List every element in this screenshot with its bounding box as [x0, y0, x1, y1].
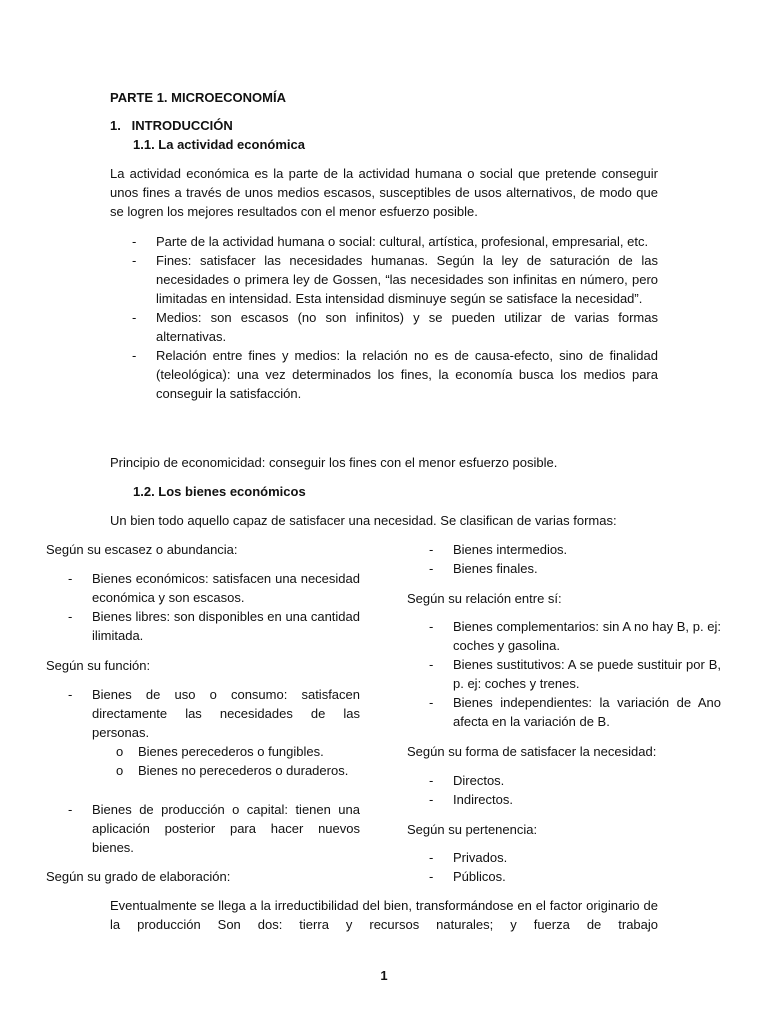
bullet-item: - Parte de la actividad humana o social: cultural, artística, profesional, empresarial, etc.	[110, 232, 658, 251]
list-item: - Bienes libres: son disponibles en una cantidad ilimitada.	[46, 607, 360, 645]
list-item: - Bienes sustitutivos: A se puede sustituir por B, p. ej: coches y trenes.	[407, 655, 721, 693]
page-number: 1	[380, 968, 388, 983]
list-item: - Bienes complementarios: sin A no hay B, p. ej: coches y gasolina.	[407, 617, 721, 655]
list-item: - Bienes económicos: satisfacen una necesidad económica y son escasos.	[46, 569, 360, 607]
list-item: - Directos.	[407, 771, 721, 790]
list-item: - Bienes de uso o consumo: satisfacen directamente las necesidades de las personas.	[46, 685, 360, 742]
heading-satisfaccion: Según su forma de satisfacer la necesidad:	[407, 744, 657, 759]
sub-list-item: o Bienes perecederos o fungibles.	[92, 742, 360, 761]
satisfaccion-list	[407, 771, 721, 809]
list-item: - Bienes independientes: la variación de Ano afecta en la variación de B.	[407, 693, 721, 731]
list-item: - Privados.	[407, 848, 721, 867]
elaboracion-list	[407, 540, 721, 578]
escasez-list	[46, 569, 360, 645]
relacion-list	[407, 617, 721, 731]
list-item: - Públicos.	[407, 867, 721, 886]
list-item: - Bienes de producción o capital: tienen una aplicación posterior para hacer nuevos bienes.	[46, 800, 360, 857]
subsection-title-actividad: 1.1. La actividad económica	[133, 137, 305, 152]
actividad-bullet-list	[110, 232, 658, 403]
subsection-title-bienes: 1.2. Los bienes económicos	[133, 484, 306, 499]
list-item: - Indirectos.	[407, 790, 721, 809]
heading-elaboracion: Según su grado de elaboración:	[46, 869, 231, 884]
heading-escasez: Según su escasez o abundancia:	[46, 542, 238, 557]
heading-relacion: Según su relación entre sí:	[407, 591, 562, 606]
heading-funcion: Según su función:	[46, 658, 151, 673]
section-title-introduccion: 1. INTRODUCCIÓN	[110, 118, 233, 133]
pertenencia-list	[407, 848, 721, 886]
list-item: - Bienes intermedios.	[407, 540, 721, 559]
funcion-list-2	[46, 800, 360, 857]
principle-text: Principio de economicidad: conseguir los fines con el menor esfuerzo posible.	[110, 455, 558, 470]
bullet-item: - Fines: satisfacer las necesidades humanas. Según la ley de saturación de las necesidades o primera ley de Gossen, “las necesidades son infinitas en número, pero limitadas en intensidad. Esta intensidad disminuye según se satisface la necesidad”.	[110, 251, 658, 308]
sub-list-item: o Bienes no perecederos o duraderos.	[92, 761, 360, 780]
funcion-sublist	[92, 742, 360, 780]
funcion-list-1	[46, 685, 360, 742]
bienes-intro: Un bien todo aquello capaz de satisfacer una necesidad. Se clasifican de varias formas:	[110, 513, 617, 528]
bullet-item: - Medios: son escasos (no son infinitos) y se pueden utilizar de varias formas alternativas.	[110, 308, 658, 346]
closing-paragraph: Eventualmente se llega a la irreductibilidad del bien, transformándose en el factor originario de la producción Son dos: tierra y recursos naturales; y fuerza de trabajo	[110, 898, 658, 932]
part-title: PARTE 1. MICROECONOMÍA	[110, 90, 286, 105]
list-item: - Bienes finales.	[407, 559, 721, 578]
heading-pertenencia: Según su pertenencia:	[407, 822, 538, 837]
bullet-item: - Relación entre fines y medios: la relación no es de causa-efecto, sino de finalidad (teleológica): una vez determinados los fines, la economía busca los medios para conseguir la satisfacción.	[110, 346, 658, 403]
intro-paragraph: La actividad económica es la parte de la actividad humana o social que pretende conseguir unos fines a través de unos medios escasos, susceptibles de usos alternativos, de modo que se logren los mejores resultados con el menor esfuerzo posible.	[110, 166, 658, 219]
